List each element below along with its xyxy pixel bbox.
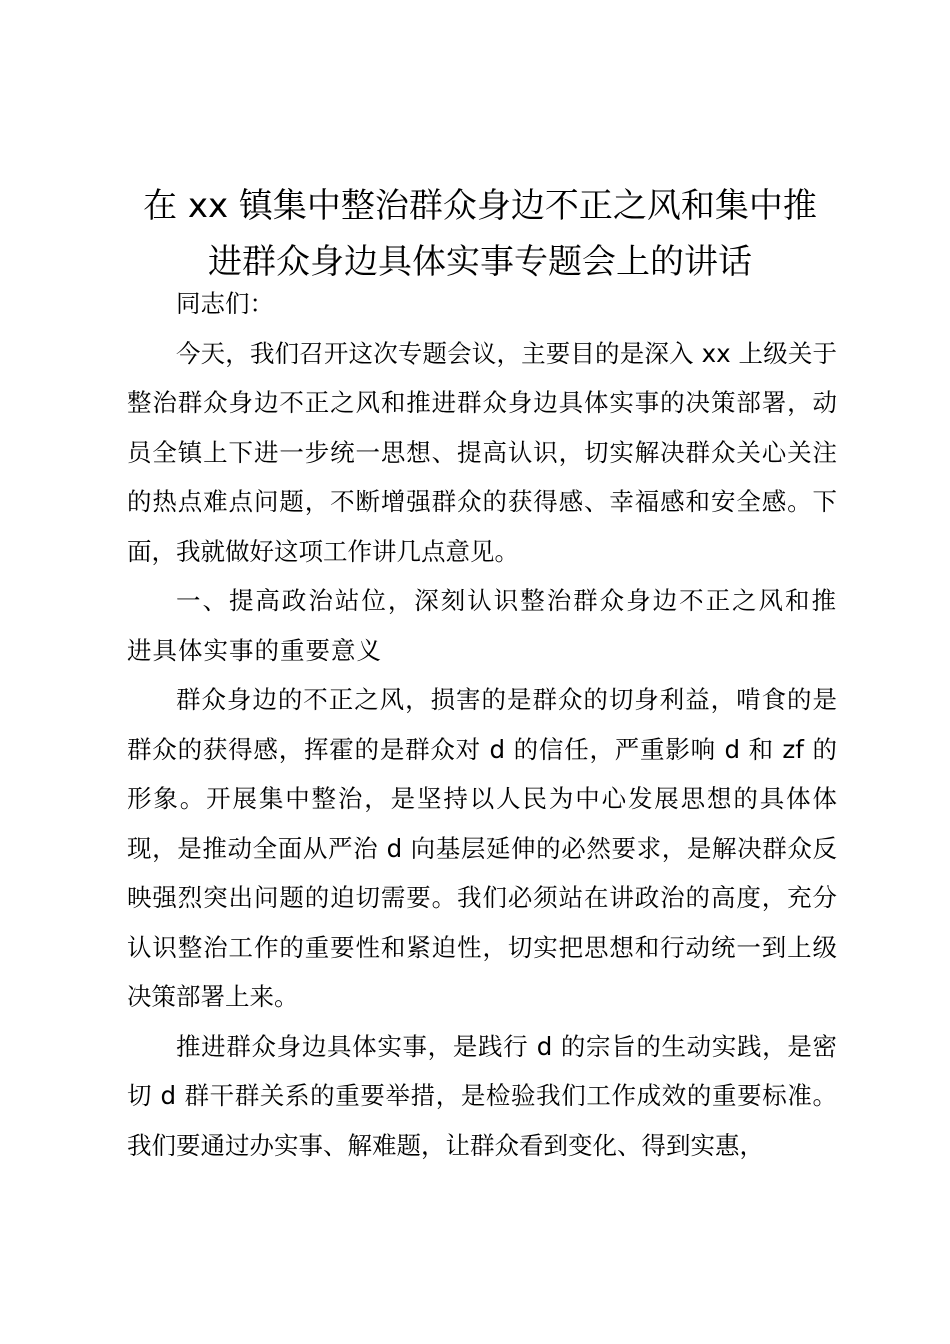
section-heading-1: 一、提高政治站位，深刻认识整治群众身边不正之风和推进具体实事的重要意义 <box>127 586 837 665</box>
document-body <box>127 279 837 1170</box>
paragraph-intro: 今天，我们召开这次专题会议，主要目的是深入 xx 上级关于整治群众身边不正之风和推进群众身边具体实事的决策部署，动员全镇上下进一步统一思想、提高认识，切实解决群众关心关注的热点难点问题，不断增强群众的获得感、幸福感和安全感。下面，我就做好这项工作讲几点意见。 <box>127 338 837 566</box>
title-line-1: 在 xx 镇集中整治群众身边不正之风和集中推 <box>143 186 817 226</box>
title-line-2: 进群众身边具体实事专题会上的讲话 <box>208 242 752 282</box>
document-title <box>100 178 860 290</box>
paragraph-section-1-b: 推进群众身边具体实事，是践行 d 的宗旨的生动实践，是密切 d 群干群关系的重要举措，是检验我们工作成效的重要标准。我们要通过办实事、解难题，让群众看到变化、得到实惠， <box>127 1031 837 1160</box>
paragraph-section-1-a: 群众身边的不正之风，损害的是群众的切身利益，啃食的是群众的获得感，挥霍的是群众对 d 的信任，严重影响 d 和 zf 的形象。开展集中整治，是坚持以人民为中心发展思想的具体体现，是推动全面从严治 d 向基层延伸的必然要求，是解决群众反映强烈突出问题的迫切需要。我们必须站在讲政治的高度，充分认识整治工作的重要性和紧迫性，切实把思想和行动统一到上级决策部署上来。 <box>127 685 837 1011</box>
greeting: 同志们： <box>176 289 274 318</box>
